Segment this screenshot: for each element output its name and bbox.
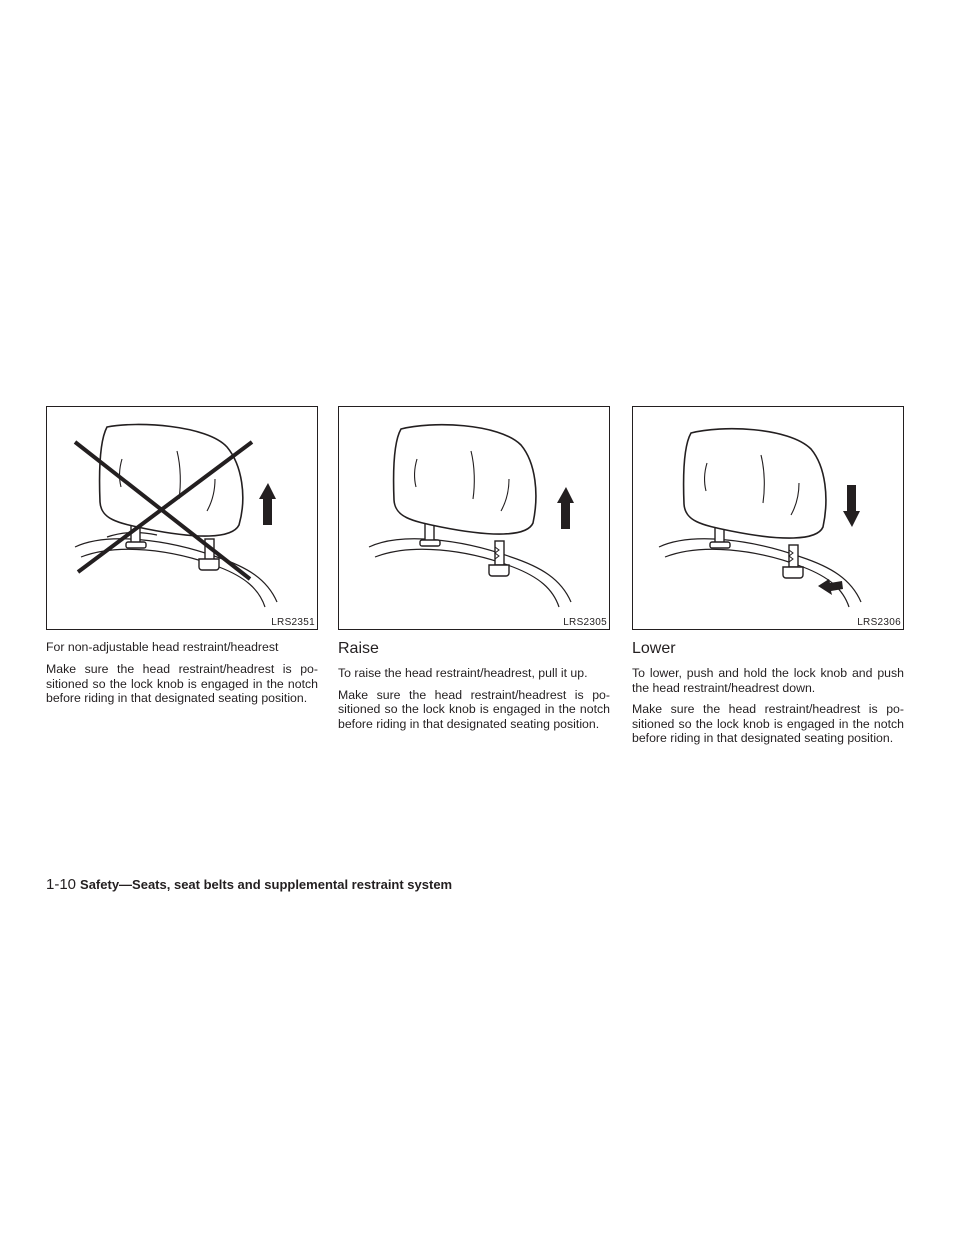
column-non-adjustable bbox=[46, 406, 318, 706]
figure-lower-headrest bbox=[632, 406, 904, 630]
column-lower bbox=[632, 406, 904, 746]
paragraph: To raise the head restraint/headrest, pull it up. bbox=[338, 666, 588, 680]
page-footer bbox=[46, 876, 452, 893]
headrest-raise-illustration bbox=[339, 407, 609, 629]
column-raise bbox=[338, 406, 610, 731]
section-heading: Raise bbox=[338, 640, 379, 657]
figure-code: LRS2306 bbox=[857, 617, 901, 628]
footer-section-title: Safety—Seats, seat belts and supplemental restraint system bbox=[80, 877, 453, 892]
headrest-crossed-out-illustration bbox=[47, 407, 317, 629]
paragraph: To lower, push and hold the lock knob and push the head restraint/headrest down. bbox=[632, 666, 904, 695]
headrest-lower-illustration bbox=[633, 407, 903, 629]
section-heading: Lower bbox=[632, 640, 676, 657]
paragraph: Make sure the head restraint/headrest is po-sitioned so the lock knob is engaged in the notch before riding in that designated seating position. bbox=[338, 687, 610, 731]
figure-non-adjustable-headrest bbox=[46, 406, 318, 630]
figure-code: LRS2351 bbox=[271, 617, 315, 628]
figure-caption: For non-adjustable head restraint/headrest bbox=[46, 640, 279, 654]
figure-raise-headrest bbox=[338, 406, 610, 630]
page-number: 1-10 bbox=[46, 876, 77, 893]
paragraph: Make sure the head restraint/headrest is po-sitioned so the lock knob is engaged in the notch before riding in that designated seating position. bbox=[46, 662, 318, 706]
figure-code: LRS2305 bbox=[563, 617, 607, 628]
paragraph: Make sure the head restraint/headrest is po-sitioned so the lock knob is engaged in the notch before riding in that designated seating position. bbox=[632, 702, 904, 746]
